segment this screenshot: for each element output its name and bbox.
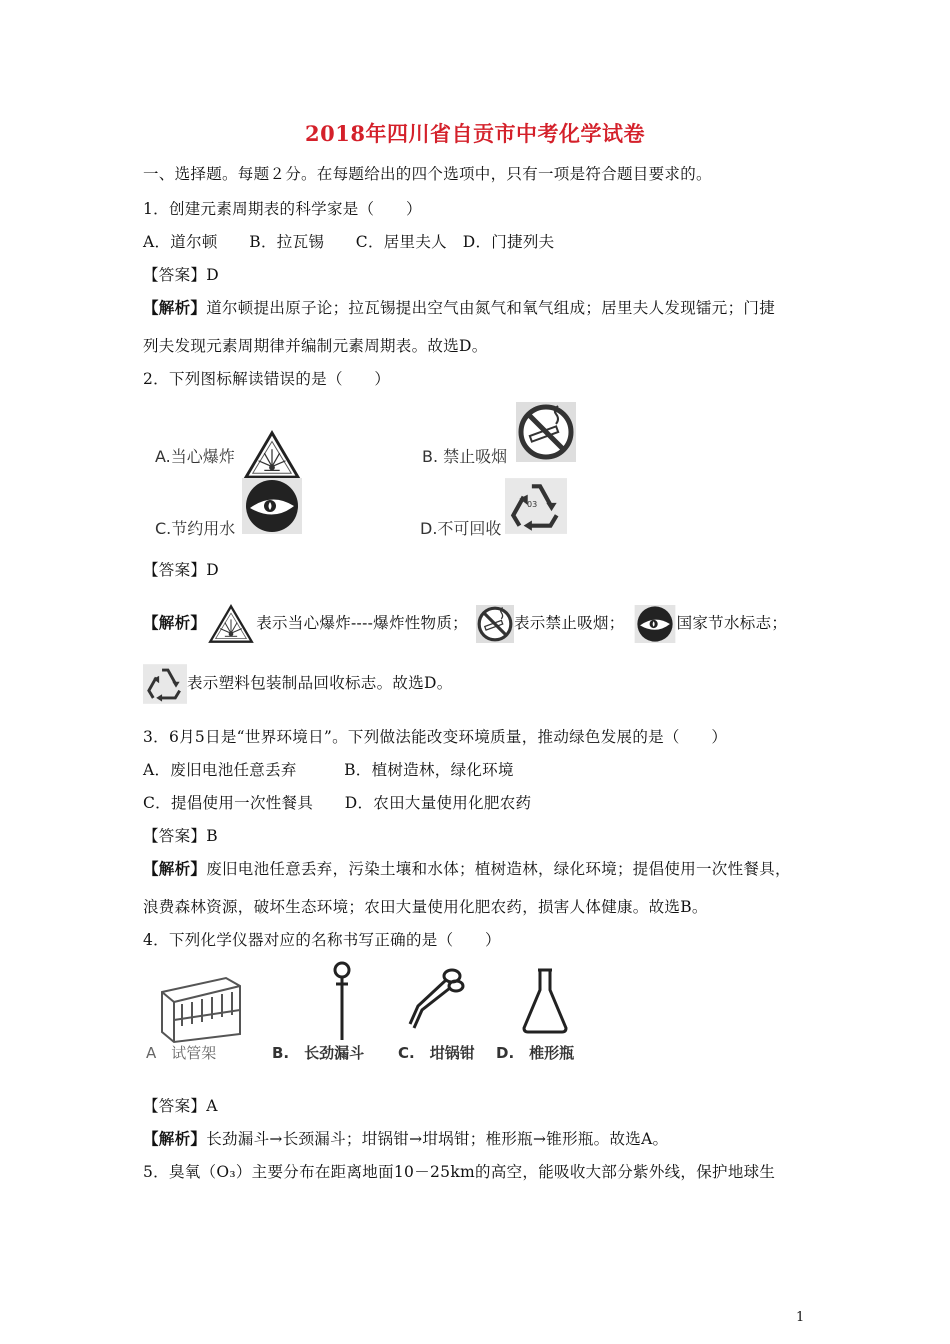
q1-analysis-line1 [143, 296, 775, 318]
q3-options-cd: C．提倡使用一次性餐具 D．农田大量使用化肥农药 [143, 794, 532, 812]
recycle-icon [143, 664, 187, 704]
q2-option-c-label: C.节约用水 [155, 519, 236, 538]
no-smoking-icon [515, 402, 577, 462]
q2-option-a-label: A.当心爆炸 [155, 447, 235, 466]
q2-analysis-c: 国家节水标志； [676, 614, 788, 632]
analysis-tag: 【解析】 [143, 298, 207, 317]
q2-analysis-d: 表示塑料包装制品回收标志。故选D。 [187, 674, 453, 692]
q2-analysis-a: 表示当心爆炸----爆炸性物质； [256, 614, 468, 632]
q3-options-ab: A．废旧电池任意丢弃 B．植树造林，绿化环境 [143, 761, 514, 779]
explosion-warning-icon [243, 430, 301, 480]
water-saving-icon [633, 605, 677, 643]
water-saving-icon [242, 478, 302, 534]
q3-analysis-text: 废旧电池任意丢弃，污染土壤和水体；植树造林，绿化环境；提倡使用一次性餐具， [206, 860, 791, 878]
q2-analysis-b: 表示禁止吸烟； [513, 614, 625, 632]
q1-options: A．道尔顿 B．拉瓦锡 C．居里夫人 D．门捷列夫 [143, 233, 555, 251]
q3-analysis-line2: 浪费森林资源，破坏生态环境；农田大量使用化肥农药，损害人体健康。故选B。 [143, 898, 708, 916]
q1-analysis-line2: 列夫发现元素周期律并编制元素周期表。故选D。 [143, 337, 488, 355]
crucible-tongs-icon [400, 966, 466, 1032]
q1-stem: 1．创建元素周期表的科学家是（ ） [143, 200, 422, 218]
q2-analysis-line1 [143, 604, 787, 644]
no-smoking-icon [476, 605, 514, 643]
analysis-tag: 【解析】 [143, 1129, 207, 1148]
analysis-tag: 【解析】 [143, 613, 207, 632]
explosion-warning-icon [206, 604, 256, 644]
q2-answer: 【答案】D [143, 561, 219, 579]
q1-analysis-text: 道尔顿提出原子论；拉瓦锡提出空气由氮气和氧气组成；居里夫人发现镭元；门捷 [206, 299, 776, 317]
q1-answer: 【答案】D [143, 266, 219, 284]
q4-answer: 【答案】A [143, 1097, 218, 1115]
page-title: 2018年四川省自贡市中考化学试卷 [305, 121, 645, 146]
q2-option-b-label: B. 禁止吸烟 [422, 447, 508, 466]
funnel-icon [322, 960, 362, 1046]
q3-analysis-line1 [143, 857, 791, 879]
q4-option-c-label: C. 坩锅钳 [398, 1044, 475, 1062]
q2-option-d-label: D.不可回收 [420, 519, 502, 538]
page-number: 1 [796, 1310, 805, 1325]
test-tube-rack-icon [156, 964, 246, 1044]
q3-answer: 【答案】B [143, 827, 218, 845]
q4-option-d-label: D. 椎形瓶 [496, 1044, 575, 1062]
q2-stem: 2．下列图标解读错误的是（ ） [143, 370, 391, 388]
q2-analysis-line2 [143, 664, 453, 704]
q4-stem: 4．下列化学仪器对应的名称书写正确的是（ ） [143, 931, 501, 949]
q4-option-b-label: B. 长劲漏斗 [272, 1044, 365, 1062]
conical-flask-icon [520, 966, 570, 1036]
q4-option-a-label: A 试管架 [146, 1044, 217, 1062]
q4-analysis-text: 长劲漏斗→长颈漏斗；坩锅钳→坩埚钳；椎形瓶→锥形瓶。故选A。 [206, 1130, 669, 1148]
q3-stem: 3．6月5日是“世界环境日”。下列做法能改变环境质量，推动绿色发展的是（ ） [143, 728, 728, 746]
recycle-code: 03 [527, 500, 538, 509]
q4-analysis [143, 1127, 668, 1149]
analysis-tag: 【解析】 [143, 859, 207, 878]
section-instructions: 一、选择题。每题２分。在每题给出的四个选项中，只有一项是符合题目要求的。 [143, 165, 712, 183]
q5-stem: 5．臭氧（O₃）主要分布在距离地面10－25km的高空，能吸收大部分紫外线，保护地球生 [143, 1163, 776, 1181]
